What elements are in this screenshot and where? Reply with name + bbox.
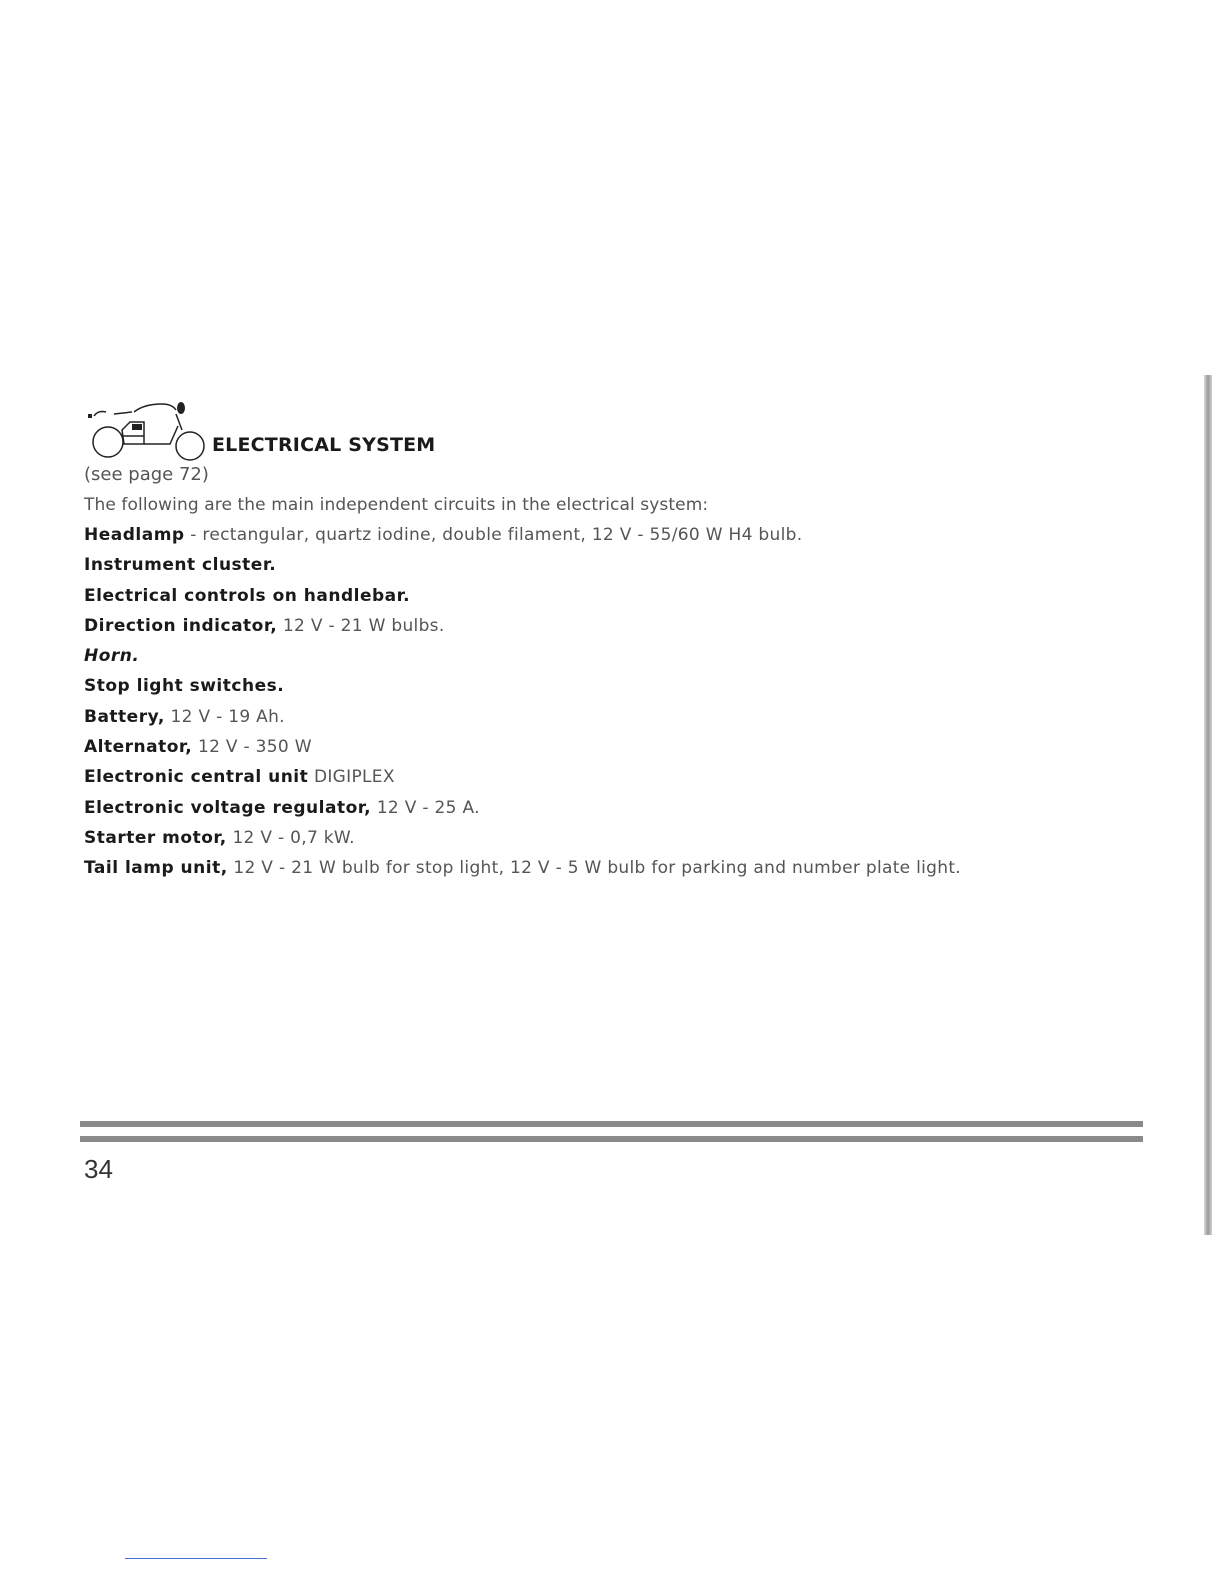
item-label: Tail lamp unit, bbox=[84, 858, 228, 879]
list-item bbox=[84, 641, 1104, 671]
item-text: 12 V - 21 W bulbs. bbox=[277, 615, 445, 636]
item-label: Battery, bbox=[84, 706, 165, 727]
intro-text: The following are the main independent circuits in the electrical system: bbox=[84, 495, 709, 515]
item-text: 12 V - 0,7 kW. bbox=[226, 827, 355, 848]
item-label: Alternator, bbox=[84, 737, 193, 758]
list-item bbox=[84, 671, 1104, 701]
electrical-system-section bbox=[84, 390, 1104, 884]
item-label: Electronic central unit bbox=[84, 767, 309, 788]
list-item bbox=[84, 823, 1104, 853]
item-label: Electrical controls on handlebar. bbox=[84, 585, 411, 606]
list-item bbox=[84, 853, 1104, 883]
list-item bbox=[84, 732, 1104, 762]
list-item bbox=[84, 793, 1104, 823]
list-item bbox=[84, 611, 1104, 641]
section-title: ELECTRICAL SYSTEM bbox=[212, 434, 436, 456]
footer-divider-bottom bbox=[80, 1136, 1143, 1142]
circuit-list bbox=[84, 520, 1104, 884]
item-label: Direction indicator, bbox=[84, 615, 278, 636]
list-item bbox=[84, 520, 1104, 550]
item-text: DIGIPLEX bbox=[308, 767, 395, 788]
item-label: Horn. bbox=[84, 646, 140, 667]
page-number: 34 bbox=[84, 1154, 113, 1184]
item-text: 12 V - 350 W bbox=[192, 737, 312, 758]
motorcycle-electrical-icon bbox=[84, 396, 214, 462]
list-item bbox=[84, 762, 1104, 792]
list-item bbox=[84, 702, 1104, 732]
item-text: 12 V - 21 W bulb for stop light, 12 V - 5 W bulb for parking and number plate light. bbox=[227, 858, 962, 879]
item-label: Instrument cluster. bbox=[84, 555, 277, 576]
item-label: Headlamp bbox=[84, 525, 185, 545]
item-text: - rectangular, quartz iodine, double filament, 12 V - 55/60 W H4 bulb. bbox=[184, 525, 803, 545]
section-header bbox=[84, 390, 1104, 466]
page-edge-shadow bbox=[1204, 375, 1212, 1235]
list-item bbox=[84, 550, 1104, 580]
page-reference: (see page 72) bbox=[84, 464, 209, 485]
bottom-line bbox=[125, 1558, 267, 1559]
item-label: Stop light switches. bbox=[84, 676, 285, 697]
item-label: Starter motor, bbox=[84, 827, 227, 848]
item-text: 12 V - 19 Ah. bbox=[164, 706, 285, 727]
item-text: 12 V - 25 A. bbox=[371, 797, 480, 818]
item-label: Electronic voltage regulator, bbox=[84, 797, 372, 818]
list-item bbox=[84, 581, 1104, 611]
footer-divider-top bbox=[80, 1121, 1143, 1127]
